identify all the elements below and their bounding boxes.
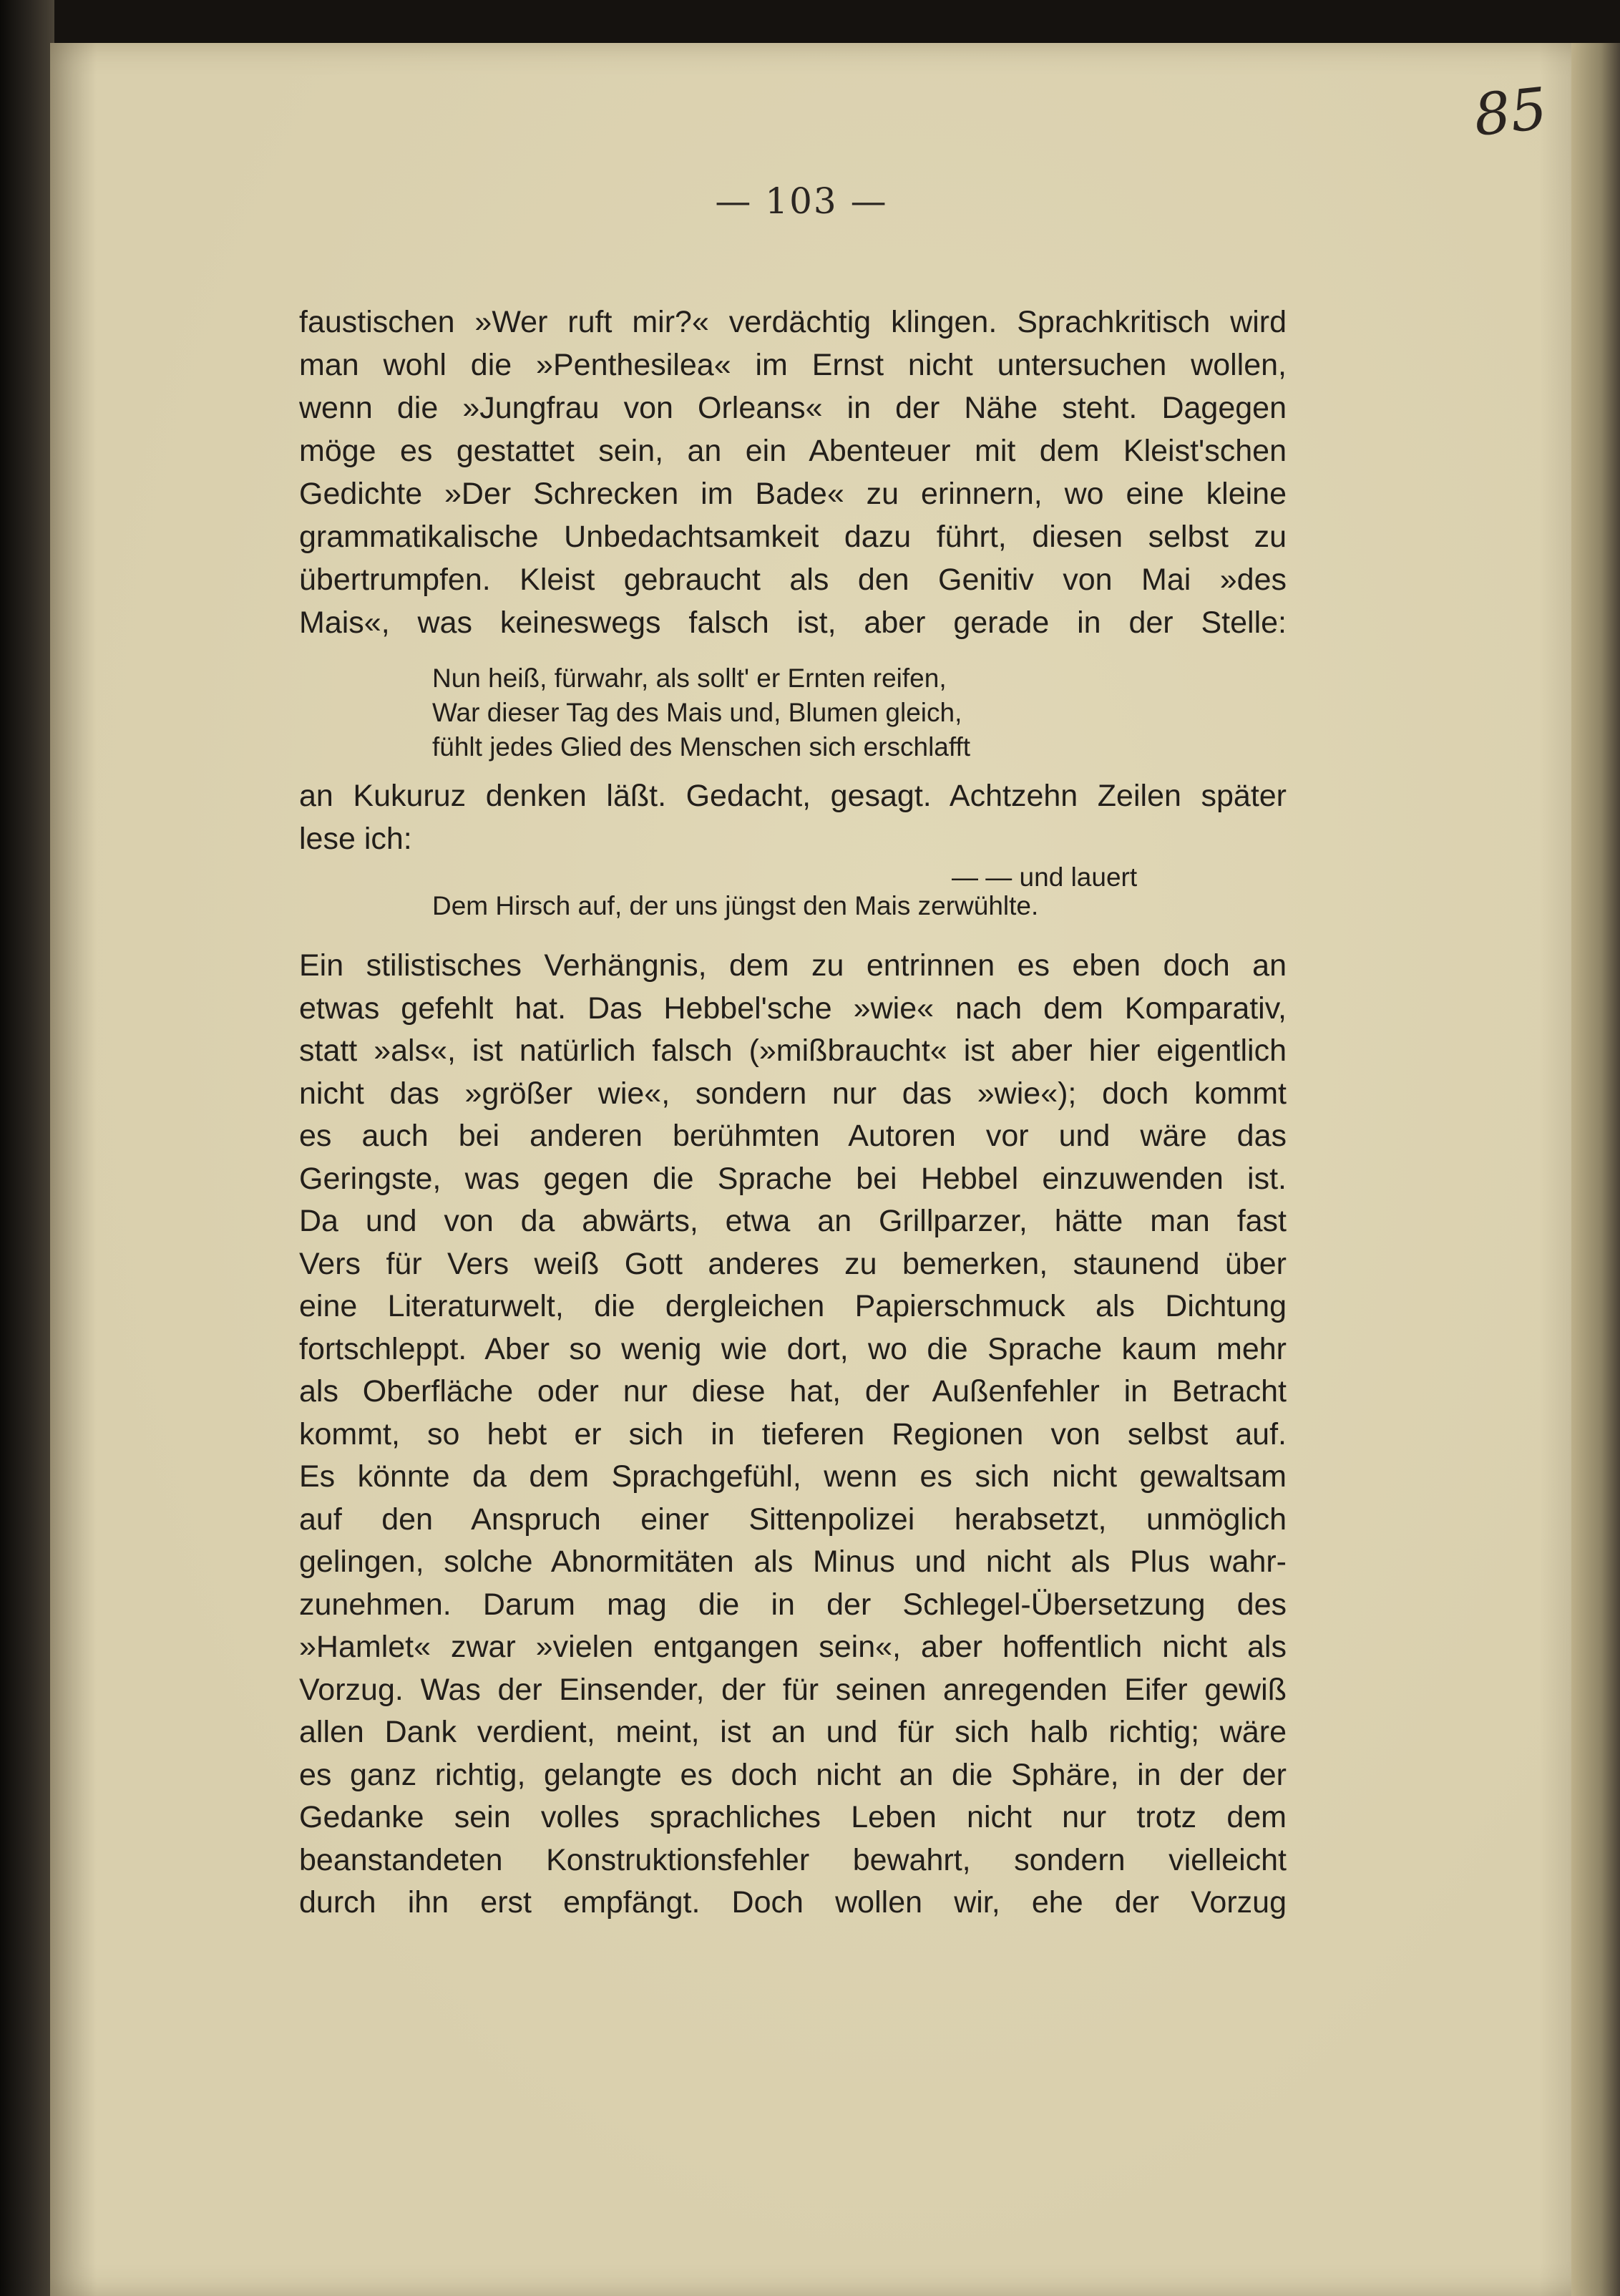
- text-line: faustischen »Wer ruft mir?« verdächtig klingen. Sprachkritisch wird: [299, 305, 1287, 339]
- text-line: Vers für Vers weiß Gott anderes zu bemerken, staunend über: [299, 1246, 1287, 1281]
- text-line: es auch bei anderen berühmten Autoren vor und wäre das: [299, 1119, 1287, 1153]
- text-line: Gedanke sein volles sprachliches Leben nicht nur trotz dem: [299, 1800, 1287, 1834]
- text-line: Ein stilistisches Verhängnis, dem zu entrinnen es eben doch an: [299, 948, 1287, 983]
- paragraph-2: [299, 774, 1287, 860]
- text-line: durch ihn erst empfängt. Doch wollen wir, ehe der Vorzug: [299, 1885, 1287, 1920]
- text-line: es ganz richtig, gelangte es doch nicht an die Sphäre, in der der: [299, 1757, 1287, 1792]
- text-line: beanstandeten Konstruktionsfehler bewahrt, sondern vielleicht: [299, 1842, 1287, 1877]
- text-line: wenn die »Jungfrau von Orleans« in der Nähe steht. Dagegen: [299, 391, 1287, 425]
- text-line: Vorzug. Was der Einsender, der für seinen anregenden Eifer gewiß: [299, 1672, 1287, 1707]
- page-number: — 103 —: [715, 180, 888, 222]
- verse-line: fühlt jedes Glied des Menschen sich erschlafft: [432, 732, 971, 762]
- text-line: an Kukuruz denken läßt. Gedacht, gesagt. Achtzehn Zeilen später: [299, 779, 1287, 813]
- paragraph-1: [299, 301, 1287, 644]
- text-line: kommt, so hebt er sich in tieferen Regionen von selbst auf.: [299, 1416, 1287, 1451]
- text-line: lese ich:: [299, 822, 412, 856]
- text-line: Mais«, was keineswegs falsch ist, aber gerade in der Stelle:: [299, 605, 1287, 640]
- verse-line: Nun heiß, fürwahr, als sollt' er Ernten reifen,: [432, 663, 947, 693]
- text-line: fortschleppt. Aber so wenig wie dort, wo die Sprache kaum mehr: [299, 1331, 1287, 1366]
- handwritten-page-note: 85: [1470, 74, 1551, 150]
- text-line: zunehmen. Darum mag die in der Schlegel-Übersetzung des: [299, 1587, 1287, 1622]
- verse-line: — — und lauert: [952, 862, 1138, 892]
- text-line: Es könnte da dem Sprachgefühl, wenn es sich nicht gewaltsam: [299, 1459, 1287, 1494]
- text-line: nicht das »größer wie«, sondern nur das »wie«); doch kommt: [299, 1076, 1287, 1111]
- text-line: eine Literaturwelt, die dergleichen Papierschmuck als Dichtung: [299, 1289, 1287, 1323]
- text-line: Geringste, was gegen die Sprache bei Hebbel einzuwenden ist.: [299, 1161, 1287, 1196]
- text-line: »Hamlet« zwar »vielen entgangen sein«, aber hoffentlich nicht als: [299, 1630, 1287, 1664]
- text-line: möge es gestattet sein, an ein Abenteuer mit dem Kleist'schen: [299, 434, 1287, 468]
- text-line: übertrumpfen. Kleist gebraucht als den Genitiv von Mai »des: [299, 563, 1287, 597]
- verse-line: War dieser Tag des Mais und, Blumen gleich,: [432, 698, 962, 727]
- text-line: auf den Anspruch einer Sittenpolizei herabsetzt, unmöglich: [299, 1502, 1287, 1537]
- text-line: allen Dank verdient, meint, ist an und für sich halb richtig; wäre: [299, 1715, 1287, 1749]
- page-edge: [1571, 43, 1620, 2296]
- text-line: grammatikalische Unbedachtsamkeit dazu führt, diesen selbst zu: [299, 520, 1287, 554]
- verse-line: Dem Hirsch auf, der uns jüngst den Mais zerwühlte.: [432, 891, 1039, 920]
- paragraph-3: [299, 945, 1287, 1925]
- text-line: statt »als«, ist natürlich falsch (»mißbraucht« ist aber hier eigentlich: [299, 1033, 1287, 1068]
- book-spine: [0, 0, 54, 2296]
- text-line: etwas gefehlt hat. Das Hebbel'sche »wie« nach dem Komparativ,: [299, 991, 1287, 1026]
- text-line: gelingen, solche Abnormitäten als Minus und nicht als Plus wahr-: [299, 1545, 1287, 1579]
- verse-quote-1: [432, 661, 1141, 764]
- text-line: Da und von da abwärts, etwa an Grillparzer, hätte man fast: [299, 1204, 1287, 1238]
- text-line: als Oberfläche oder nur diese hat, der Außenfehler in Betracht: [299, 1374, 1287, 1409]
- text-line: Gedichte »Der Schrecken im Bade« zu erinnern, wo eine kleine: [299, 477, 1287, 511]
- text-line: man wohl die »Penthesilea« im Ernst nicht untersuchen wollen,: [299, 348, 1287, 382]
